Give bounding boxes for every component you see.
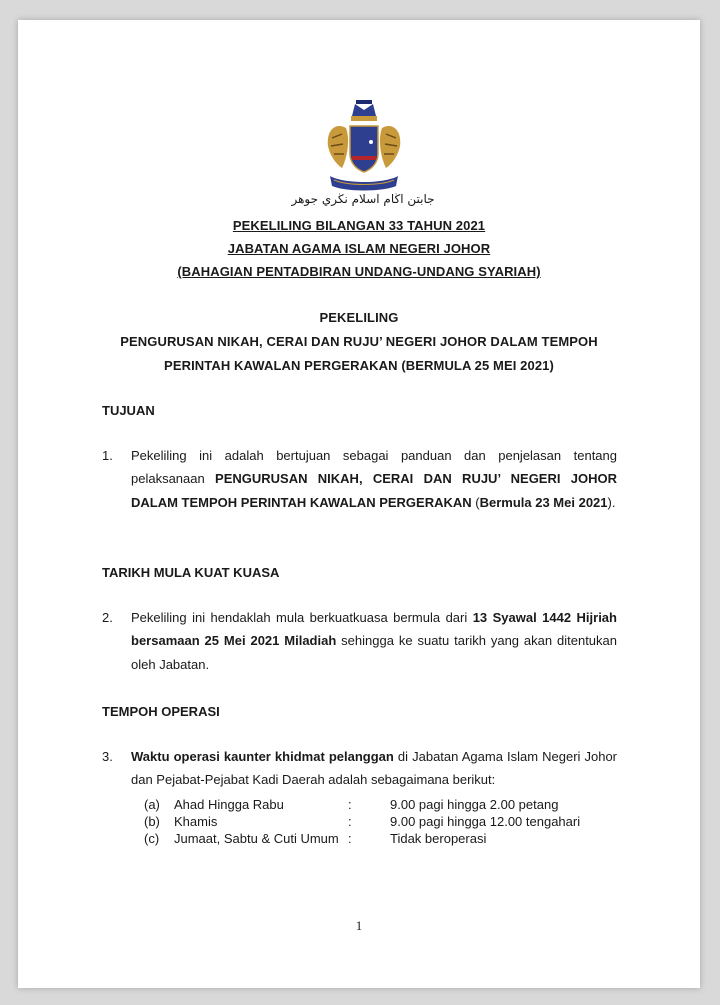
paragraph-3: Waktu operasi kaunter khidmat pelanggan di Jabatan Agama Islam Negeri Johor dan Pejabat-Pejabat Kadi Daerah adalah sebagaimana berikut: — [131, 749, 618, 788]
section-heading-tempoh: TEMPOH OPERASI — [102, 704, 220, 719]
paragraph-2: Pekeliling ini hendaklah mula berkuatkuasa bermula dari 13 Syawal 1442 Hijriah bersamaan 25 Mei 2021 Miladiah sehingga ke suatu tarikh yang akan ditentukan oleh Jabatan. — [131, 610, 617, 672]
document-title-line-1: PENGURUSAN NIKAH, CERAI DAN RUJU’ NEGERI JOHOR DALAM TEMPOH — [120, 334, 598, 349]
document-type-title: PEKELILING — [319, 310, 399, 325]
division-heading: (BAHAGIAN PENTADBIRAN UNDANG-UNDANG SYARIAH) — [177, 264, 541, 279]
page-number: 1 — [355, 918, 363, 933]
document-page: جابتن اڬام اسلام نڬري جوهر PEKELILING BILANGAN 33 TAHUN 2021 JABATAN AGAMA ISLAM NEGERI JOHOR (BAHAGIAN PENTADBIRAN UNDANG-UNDANG SYARIAH) PEKELILING PENGURUSAN NIKAH, CERAI DAN RUJU’ NEGERI JOHOR DALAM TEMPOH PERINTAH KAWALAN PERGERAKAN (BERMULA 25 MEI 2021) TUJUAN 1. Pekeliling ini adalah bertujuan sebagai panduan dan penjelasan tentang pelaksanaan PENGURUSAN NIKAH, CERAI DAN RUJU’ NEGERI JOHOR DALAM TEMPOH PERINTAH KAWALAN PERGERAKAN (Bermula 23 Mei 2021). TARIKH MULA KUAT KUASA 2. Pekeliling ini hendaklah mula berkuatkuasa bermula dari 13 Syawal 1442 Hijriah bersamaan 25 Mei 2021 Miladiah sehingga ke suatu tarikh yang akan ditentukan oleh Jabatan. TEMPOH OPERASI 3. Waktu operasi kaunter khidmat pelanggan di Jabatan Agama Islam Negeri Johor dan Pejabat-Pejabat Kadi Daerah adalah sebagaimana berikut: (a) Ahad Hingga Rabu : 9.00 pagi hingga 2.00 petang (b) Khamis : 9.00 pagi hingga 12.00 tengahari (c) Jumaat, Sabtu & Cuti Umum : Tidak beroperasi 1 — [18, 20, 700, 988]
crest-caption: جابتن اڬام اسلام نڬري جوهر — [291, 192, 435, 206]
section-heading-tarikh: TARIKH MULA KUAT KUASA — [102, 565, 280, 580]
document-title-line-2: PERINTAH KAWALAN PERGERAKAN (BERMULA 25 MEI 2021) — [164, 358, 554, 373]
paragraph-3-number: 3. — [102, 749, 113, 764]
paragraph-1-number: 1. — [102, 448, 113, 463]
paragraph-2-number: 2. — [102, 610, 113, 625]
department-heading: JABATAN AGAMA ISLAM NEGERI JOHOR — [227, 241, 491, 256]
paragraph-1: Pekeliling ini adalah bertujuan sebagai panduan dan penjelasan tentang pelaksanaan PENGURUSAN NIKAH, CERAI DAN RUJU’ NEGERI JOHOR DALAM TEMPOH PERINTAH KAWALAN PERGERAKAN (Bermula 23 Mei 2021). — [131, 448, 618, 510]
circular-number-heading: PEKELILING BILANGAN 33 TAHUN 2021 — [232, 218, 486, 233]
johor-crest-icon — [322, 98, 406, 198]
section-heading-tujuan: TUJUAN — [102, 403, 155, 418]
